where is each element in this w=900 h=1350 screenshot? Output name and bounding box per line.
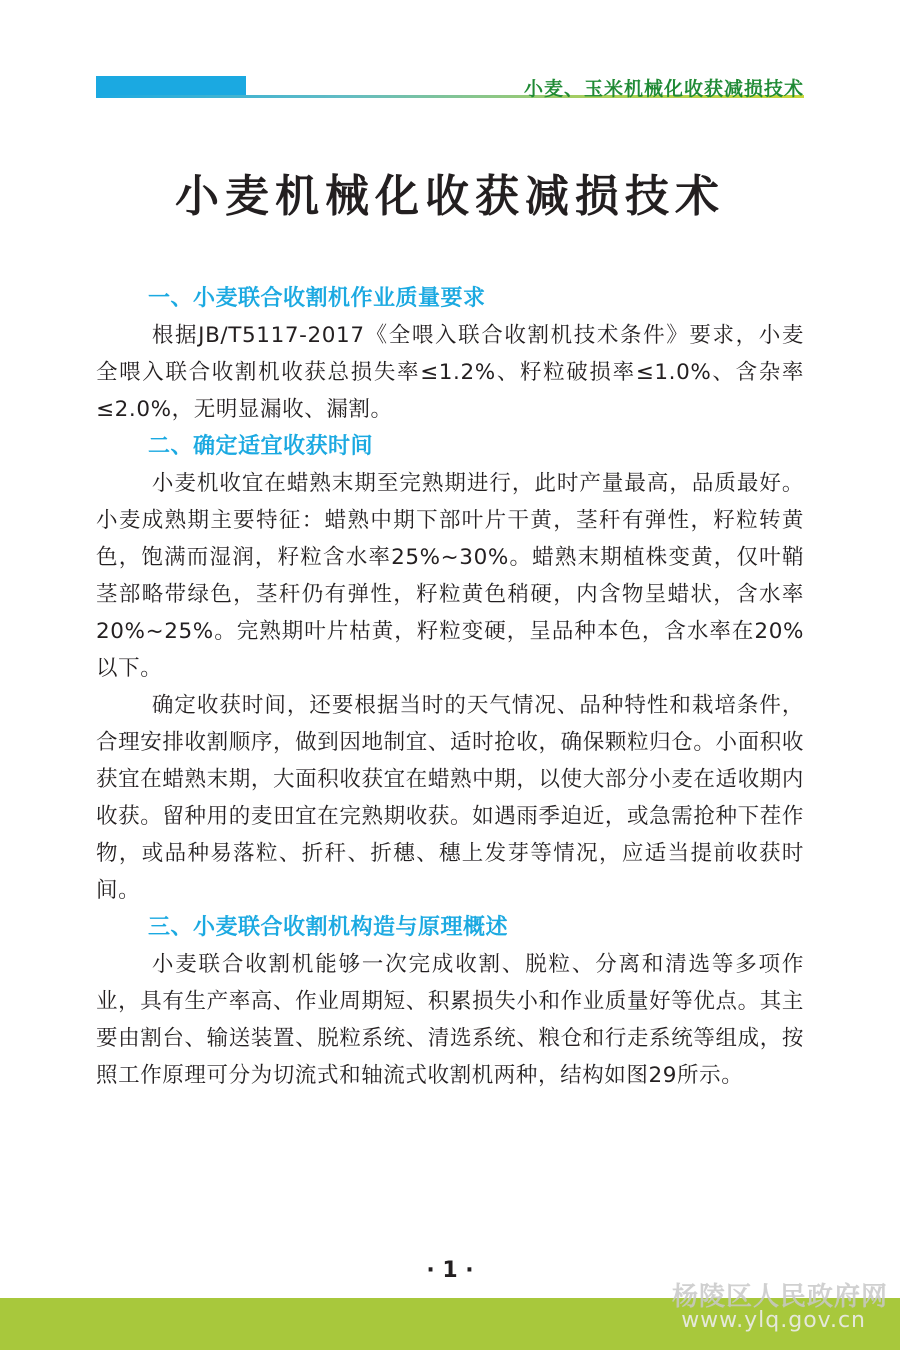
paragraph: 确定收获时间，还要根据当时的天气情况、品种特性和栽培条件，合理安排收割顺序，做到因地制宜、适时抢收，确保颗粒归仓。小面积收获宜在蜡熟末期，大面积收获宜在蜡熟中期，以使大部分小麦在适收期内收获。留种用的麦田宜在完熟期收获。如遇雨季迫近，或急需抢种下茬作物，或品种易落粒、折秆、折穗、穗上发芽等情况，应适当提前收获时间。 <box>96 693 804 903</box>
watermark-url: www.ylq.gov.cn <box>681 1308 866 1333</box>
page-title: 小麦机械化收获减损技术 <box>175 171 725 222</box>
page-number: · 1 · <box>426 1258 474 1283</box>
paragraph: 根据JB/T5117-2017《全喂入联合收割机技术条件》要求，小麦全喂入联合收割机收获总损失率≤1.2%、籽粒破损率≤1.0%、含杂率≤2.0%，无明显漏收、漏割。 <box>96 323 804 422</box>
paragraph: 小麦联合收割机能够一次完成收割、脱粒、分离和清选等多项作业，具有生产率高、作业周期短、积累损失小和作业质量好等优点。其主要由割台、输送装置、脱粒系统、清选系统、粮仓和行走系统等组成，按照工作原理可分为切流式和轴流式收割机两种，结构如图29所示。 <box>96 952 804 1088</box>
header-accent-block <box>96 76 246 97</box>
article-body <box>96 280 804 1094</box>
watermark-site-name: 杨陵区人民政府网 <box>671 1282 888 1312</box>
running-header-title: 小麦、玉米机械化收获减损技术 <box>523 78 804 100</box>
section-heading: 一、小麦联合收割机作业质量要求 <box>148 286 486 311</box>
section-heading: 三、小麦联合收割机构造与原理概述 <box>148 915 509 940</box>
paragraph: 小麦机收宜在蜡熟末期至完熟期进行，此时产量最高，品质最好。小麦成熟期主要特征：蜡熟中期下部叶片干黄，茎秆有弹性，籽粒转黄色，饱满而湿润，籽粒含水率25%~30%。蜡熟末期植株变黄，仅叶鞘茎部略带绿色，茎秆仍有弹性，籽粒黄色稍硬，内含物呈蜡状，含水率20%~25%。完熟期叶片枯黄，籽粒变硬，呈品种本色，含水率在20%以下。 <box>96 471 804 681</box>
section-heading: 二、确定适宜收获时间 <box>148 434 374 459</box>
